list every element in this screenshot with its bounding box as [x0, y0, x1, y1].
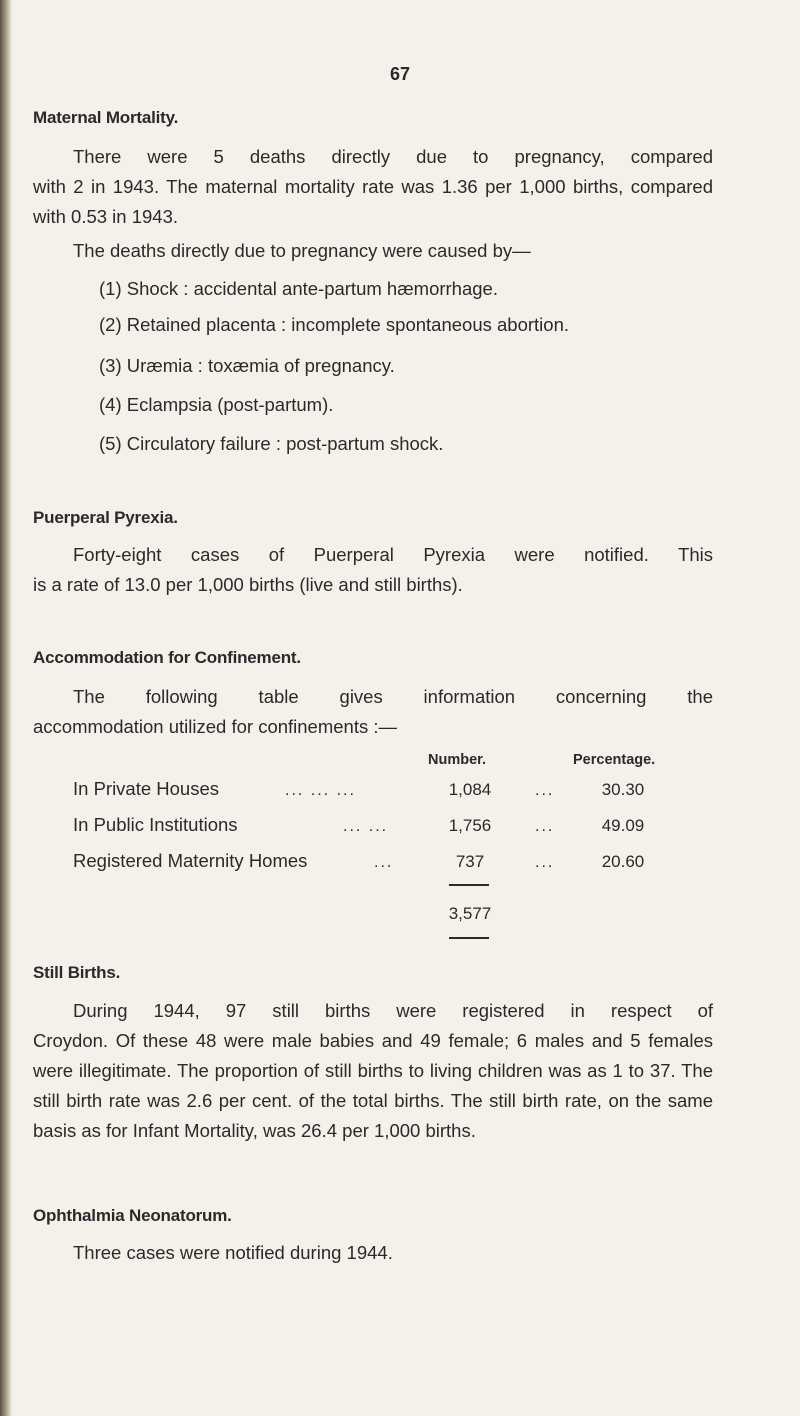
row-number: 1,756	[448, 816, 492, 835]
paragraph-line: Three cases were notified during 1944.	[73, 1242, 393, 1263]
cause-item-4: (4) Eclampsia (post-partum).	[99, 394, 334, 415]
paragraph-causes-intro	[33, 236, 713, 266]
leader-dots: ...	[374, 854, 394, 871]
column-header-percentage: Percentage.	[573, 752, 656, 768]
paragraph-line: The following table gives information concerning the	[73, 686, 713, 707]
total-rule-top	[449, 884, 489, 886]
paragraph-line: There were 5 deaths directly due to pregnancy, compared	[73, 146, 713, 167]
paragraph-text: accommodation utilized for confinements :—	[33, 716, 398, 737]
page-number: 67	[389, 64, 411, 84]
paragraph-ophthalmia	[33, 1238, 713, 1268]
paragraph-line: The deaths directly due to pregnancy were caused by—	[73, 240, 531, 261]
row-number: 737	[455, 852, 485, 871]
row-label: In Private Houses	[73, 778, 220, 799]
cause-item-3: (3) Uræmia : toxæmia of pregnancy.	[99, 355, 395, 376]
paragraph-maternal-deaths	[33, 142, 713, 232]
paragraph-line: During 1944, 97 still births were registered in respect of	[73, 1000, 713, 1021]
row-percentage: 30.30	[601, 780, 645, 799]
row-percentage: 49.09	[601, 816, 645, 835]
row-label: Registered Maternity Homes	[73, 850, 308, 871]
paragraph-text: is a rate of 13.0 per 1,000 births (live and still births).	[33, 574, 463, 595]
table-total: 3,577	[448, 904, 492, 923]
leader-dots: ... ...	[343, 818, 389, 835]
paragraph-still-births	[33, 996, 713, 1146]
leader-dots: ...	[535, 782, 555, 799]
paragraph-text: with 2 in 1943. The maternal mortality rate was 1.36 per 1,000 births, compared with 0.53 in 1943.	[33, 176, 713, 227]
heading-accommodation: Accommodation for Confinement.	[33, 648, 301, 667]
leader-dots: ... ... ...	[285, 782, 356, 799]
leader-dots: ...	[535, 854, 555, 871]
heading-maternal-mortality: Maternal Mortality.	[33, 108, 179, 127]
heading-puerperal-pyrexia: Puerperal Pyrexia.	[33, 508, 178, 527]
leader-dots: ...	[535, 818, 555, 835]
cause-item-2: (2) Retained placenta : incomplete spontaneous abortion.	[99, 314, 569, 335]
total-rule-bottom	[449, 937, 489, 939]
paragraph-accommodation	[33, 682, 713, 742]
column-header-number: Number.	[428, 752, 487, 768]
heading-still-births: Still Births.	[33, 963, 121, 982]
row-number: 1,084	[448, 780, 492, 799]
paragraph-puerperal	[33, 540, 713, 600]
cause-item-5: (5) Circulatory failure : post-partum shock.	[99, 433, 444, 454]
heading-ophthalmia: Ophthalmia Neonatorum.	[33, 1206, 232, 1225]
row-label: In Public Institutions	[73, 814, 238, 835]
row-percentage: 20.60	[601, 852, 645, 871]
cause-item-1: (1) Shock : accidental ante-partum hæmorrhage.	[99, 278, 498, 299]
paragraph-line: Forty-eight cases of Puerperal Pyrexia were notified. This	[73, 544, 713, 565]
paragraph-text: Croydon. Of these 48 were male babies and 49 female; 6 males and 5 females were illegitimate. The proportion of still births to living children was as 1 to 37. The still birth rate was 2.6 per cent. of the total births. The still birth rate, on the same basis as for Infant Mortality, was 26.4 per 1,000 births.	[33, 1030, 713, 1141]
